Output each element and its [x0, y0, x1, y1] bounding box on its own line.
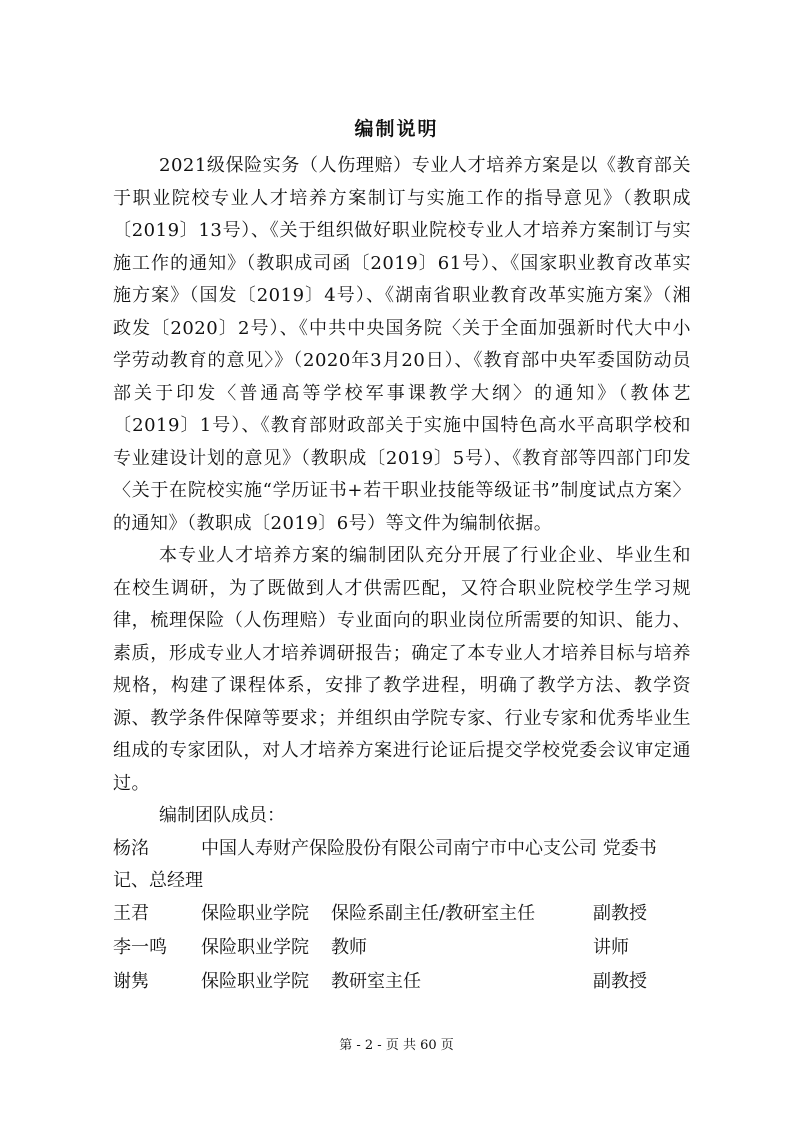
member-name: 王君	[113, 902, 149, 924]
document-body	[113, 150, 691, 1000]
member-title: 副教授	[593, 970, 647, 992]
team-label: 编制团队成员：	[159, 805, 285, 826]
member-org: 保险职业学院	[201, 902, 309, 924]
page-title: 编制说明	[354, 118, 439, 140]
page-number-footer: 第 - 2 - 页 共 60 页	[339, 1038, 454, 1053]
member-title: 讲师	[593, 936, 629, 958]
member-org: 保险职业学院	[201, 970, 309, 992]
team-member-row	[113, 966, 691, 1000]
member-role: 保险系副主任/教研室主任	[331, 902, 536, 924]
member-name: 谢隽	[113, 970, 149, 992]
member-name: 杨洺	[113, 837, 149, 859]
member-detail: 中国人寿财产保险股份有限公司南宁市中心支公司 党委书记、总经理	[113, 837, 657, 891]
member-name: 李一鸣	[113, 936, 167, 958]
member-role: 教研室主任	[331, 970, 421, 992]
team-member-row	[113, 932, 691, 966]
member-role: 教师	[331, 936, 367, 958]
team-member-row	[113, 833, 691, 898]
paragraph-process: 本专业人才培养方案的编制团队充分开展了行业企业、毕业生和在校生调研，为了既做到人才供需匹配，又符合职业院校学生学习规律，梳理保险（人伤理赔）专业面向的职业岗位所需要的知识、能力、素质，形成专业人才培养调研报告；确定了本专业人才培养目标与培养规格，构建了课程体系，安排了教学进程，明确了教学方法、教学资源、教学条件保障等要求；并组织由学院专家、行业专家和优秀毕业生组成的专家团队，对人才培养方案进行论证后提交学校党委会议审定通过。	[113, 545, 691, 794]
member-title: 副教授	[593, 902, 647, 924]
team-member-row	[113, 898, 691, 932]
paragraph-basis: 2021级保险实务（人伤理赔）专业人才培养方案是以《教育部关于职业院校专业人才培养方案制订与实施工作的指导意见》（教职成〔2019〕13号）、《关于组织做好职业院校专业人才培养方案制订与实施工作的通知》（教职成司函〔2019〕61号）、《国家职业教育改革实施方案》（国发〔2019〕4号）、《湖南省职业教育改革实施方案》（湘政发〔2020〕2号）、《中共中央国务院〈关于全面加强新时代大中小学劳动教育的意见〉》（2020年3月20日）、《教育部中央军委国防动员部关于印发〈普通高等学校军事课教学大纲〉的通知》（教体艺〔2019〕1号）、《教育部财政部关于实施中国特色高水平高职学校和专业建设计划的意见》（教职成〔2019〕5号）、《教育部等四部门印发〈关于在院校实施“学历证书+若干职业技能等级证书”制度试点方案〉的通知》（教职成〔2019〕6号）等文件为编制依据。	[113, 155, 691, 534]
member-org: 保险职业学院	[201, 936, 309, 958]
